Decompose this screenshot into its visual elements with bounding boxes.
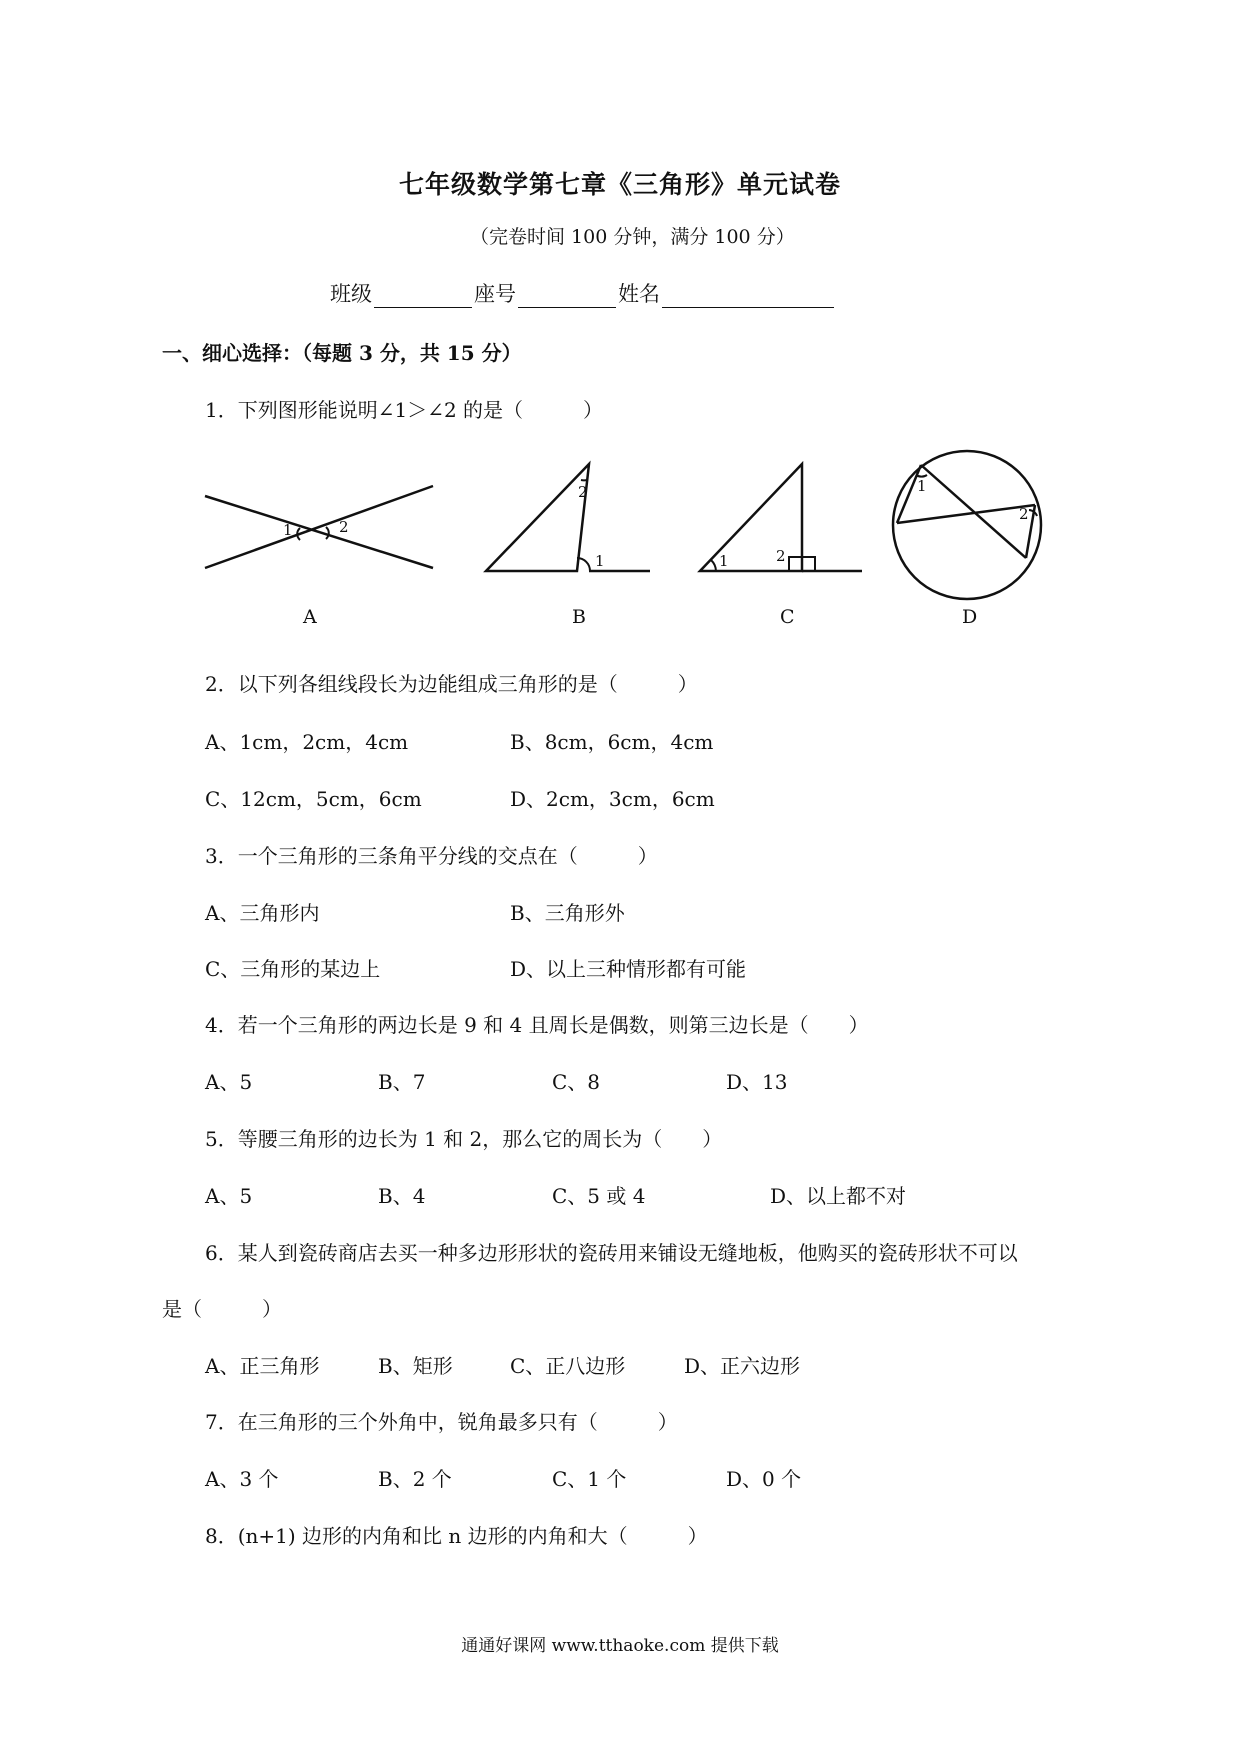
question-3-stem: 3．一个三角形的三条角平分线的交点在（ ）: [205, 844, 658, 868]
question-6-option-a[interactable]: A、正三角形: [205, 1354, 320, 1378]
question-4-option-a[interactable]: A、5: [205, 1070, 253, 1094]
figure-d-angle-2: 2: [1019, 505, 1029, 523]
question-2-option-c[interactable]: C、12cm，5cm，6cm: [205, 787, 422, 811]
class-blank[interactable]: [374, 285, 472, 308]
question-4-option-b[interactable]: B、7: [378, 1070, 426, 1094]
figure-b-triangle: [486, 464, 650, 571]
figure-a-angle-1: 1: [283, 521, 293, 539]
question-6-stem: 6．某人到瓷砖商店去买一种多边形形状的瓷砖用来铺设无缝地板，他购买的瓷砖形状不可以: [205, 1241, 1018, 1265]
figure-c-angle-1: 1: [719, 552, 729, 570]
question-5-stem: 5．等腰三角形的边长为 1 和 2，那么它的周长为（ ）: [205, 1127, 723, 1151]
question-4-stem: 4．若一个三角形的两边长是 9 和 4 且周长是偶数，则第三边长是（ ）: [205, 1013, 869, 1037]
page-footer: 通通好课网 www.tthaoke.com 提供下载: [461, 1636, 779, 1656]
figure-a-label: A: [303, 606, 317, 628]
question-7-option-d[interactable]: D、0 个: [726, 1467, 802, 1491]
figure-b-angle-2: 2: [578, 483, 588, 501]
figure-c-label: C: [780, 606, 795, 628]
figure-a-angle-2: 2: [339, 518, 349, 536]
question-4-option-c[interactable]: C、8: [552, 1070, 601, 1094]
question-5-option-c[interactable]: C、5 或 4: [552, 1184, 646, 1208]
question-7-option-a[interactable]: A、3 个: [205, 1467, 279, 1491]
question-5-option-d[interactable]: D、以上都不对: [770, 1184, 907, 1208]
question-6-option-d[interactable]: D、正六边形: [684, 1354, 801, 1378]
question-1-stem: 1．下列图形能说明∠1＞∠2 的是（ ）: [205, 398, 604, 422]
question-5-option-a[interactable]: A、5: [205, 1184, 253, 1208]
seat-blank[interactable]: [518, 285, 616, 308]
figure-d-label: D: [962, 606, 978, 628]
figure-b-label: B: [572, 606, 586, 628]
page-title: 七年级数学第七章《三角形》单元试卷: [398, 170, 841, 199]
question-3-option-d[interactable]: D、以上三种情形都有可能: [510, 957, 747, 981]
name-label: 姓名: [618, 282, 660, 306]
question-6-option-b[interactable]: B、矩形: [378, 1354, 453, 1378]
question-2-option-d[interactable]: D、2cm，3cm，6cm: [510, 787, 715, 811]
question-4-option-d[interactable]: D、13: [726, 1070, 788, 1094]
figure-a-crossing-lines: [205, 486, 433, 568]
question-2-stem: 2．以下列各组线段长为边能组成三角形的是（ ）: [205, 672, 698, 696]
question-2-option-b[interactable]: B、8cm，6cm，4cm: [510, 730, 714, 754]
question-5-option-b[interactable]: B、4: [378, 1184, 426, 1208]
section-heading: 一、细心选择：（每题 3 分，共 15 分）: [162, 341, 522, 365]
student-info-row: [330, 278, 836, 308]
question-7-option-b[interactable]: B、2 个: [378, 1467, 452, 1491]
figure-d-angle-1: 1: [917, 477, 927, 495]
class-label: 班级: [330, 282, 372, 306]
question-3-option-c[interactable]: C、三角形的某边上: [205, 957, 381, 981]
name-blank[interactable]: [662, 285, 834, 308]
question-6-option-c[interactable]: C、正八边形: [510, 1354, 626, 1378]
question-2-option-a[interactable]: A、1cm，2cm，4cm: [205, 730, 409, 754]
question-1-figures: [0, 440, 1240, 630]
question-3-option-a[interactable]: A、三角形内: [205, 901, 320, 925]
figure-b-angle-1: 1: [595, 552, 605, 570]
question-6-stem-continued: 是（ ）: [162, 1297, 282, 1321]
question-8-stem: 8．(n+1) 边形的内角和比 n 边形的内角和大（ ）: [205, 1524, 708, 1548]
question-7-stem: 7．在三角形的三个外角中，锐角最多只有（ ）: [205, 1410, 678, 1434]
seat-label: 座号: [474, 282, 516, 306]
question-7-option-c[interactable]: C、1 个: [552, 1467, 627, 1491]
figure-d-circle: [893, 451, 1041, 599]
question-3-option-b[interactable]: B、三角形外: [510, 901, 625, 925]
exam-subtitle: （完卷时间 100 分钟，满分 100 分）: [470, 226, 795, 248]
figure-c-angle-2: 2: [776, 547, 786, 565]
